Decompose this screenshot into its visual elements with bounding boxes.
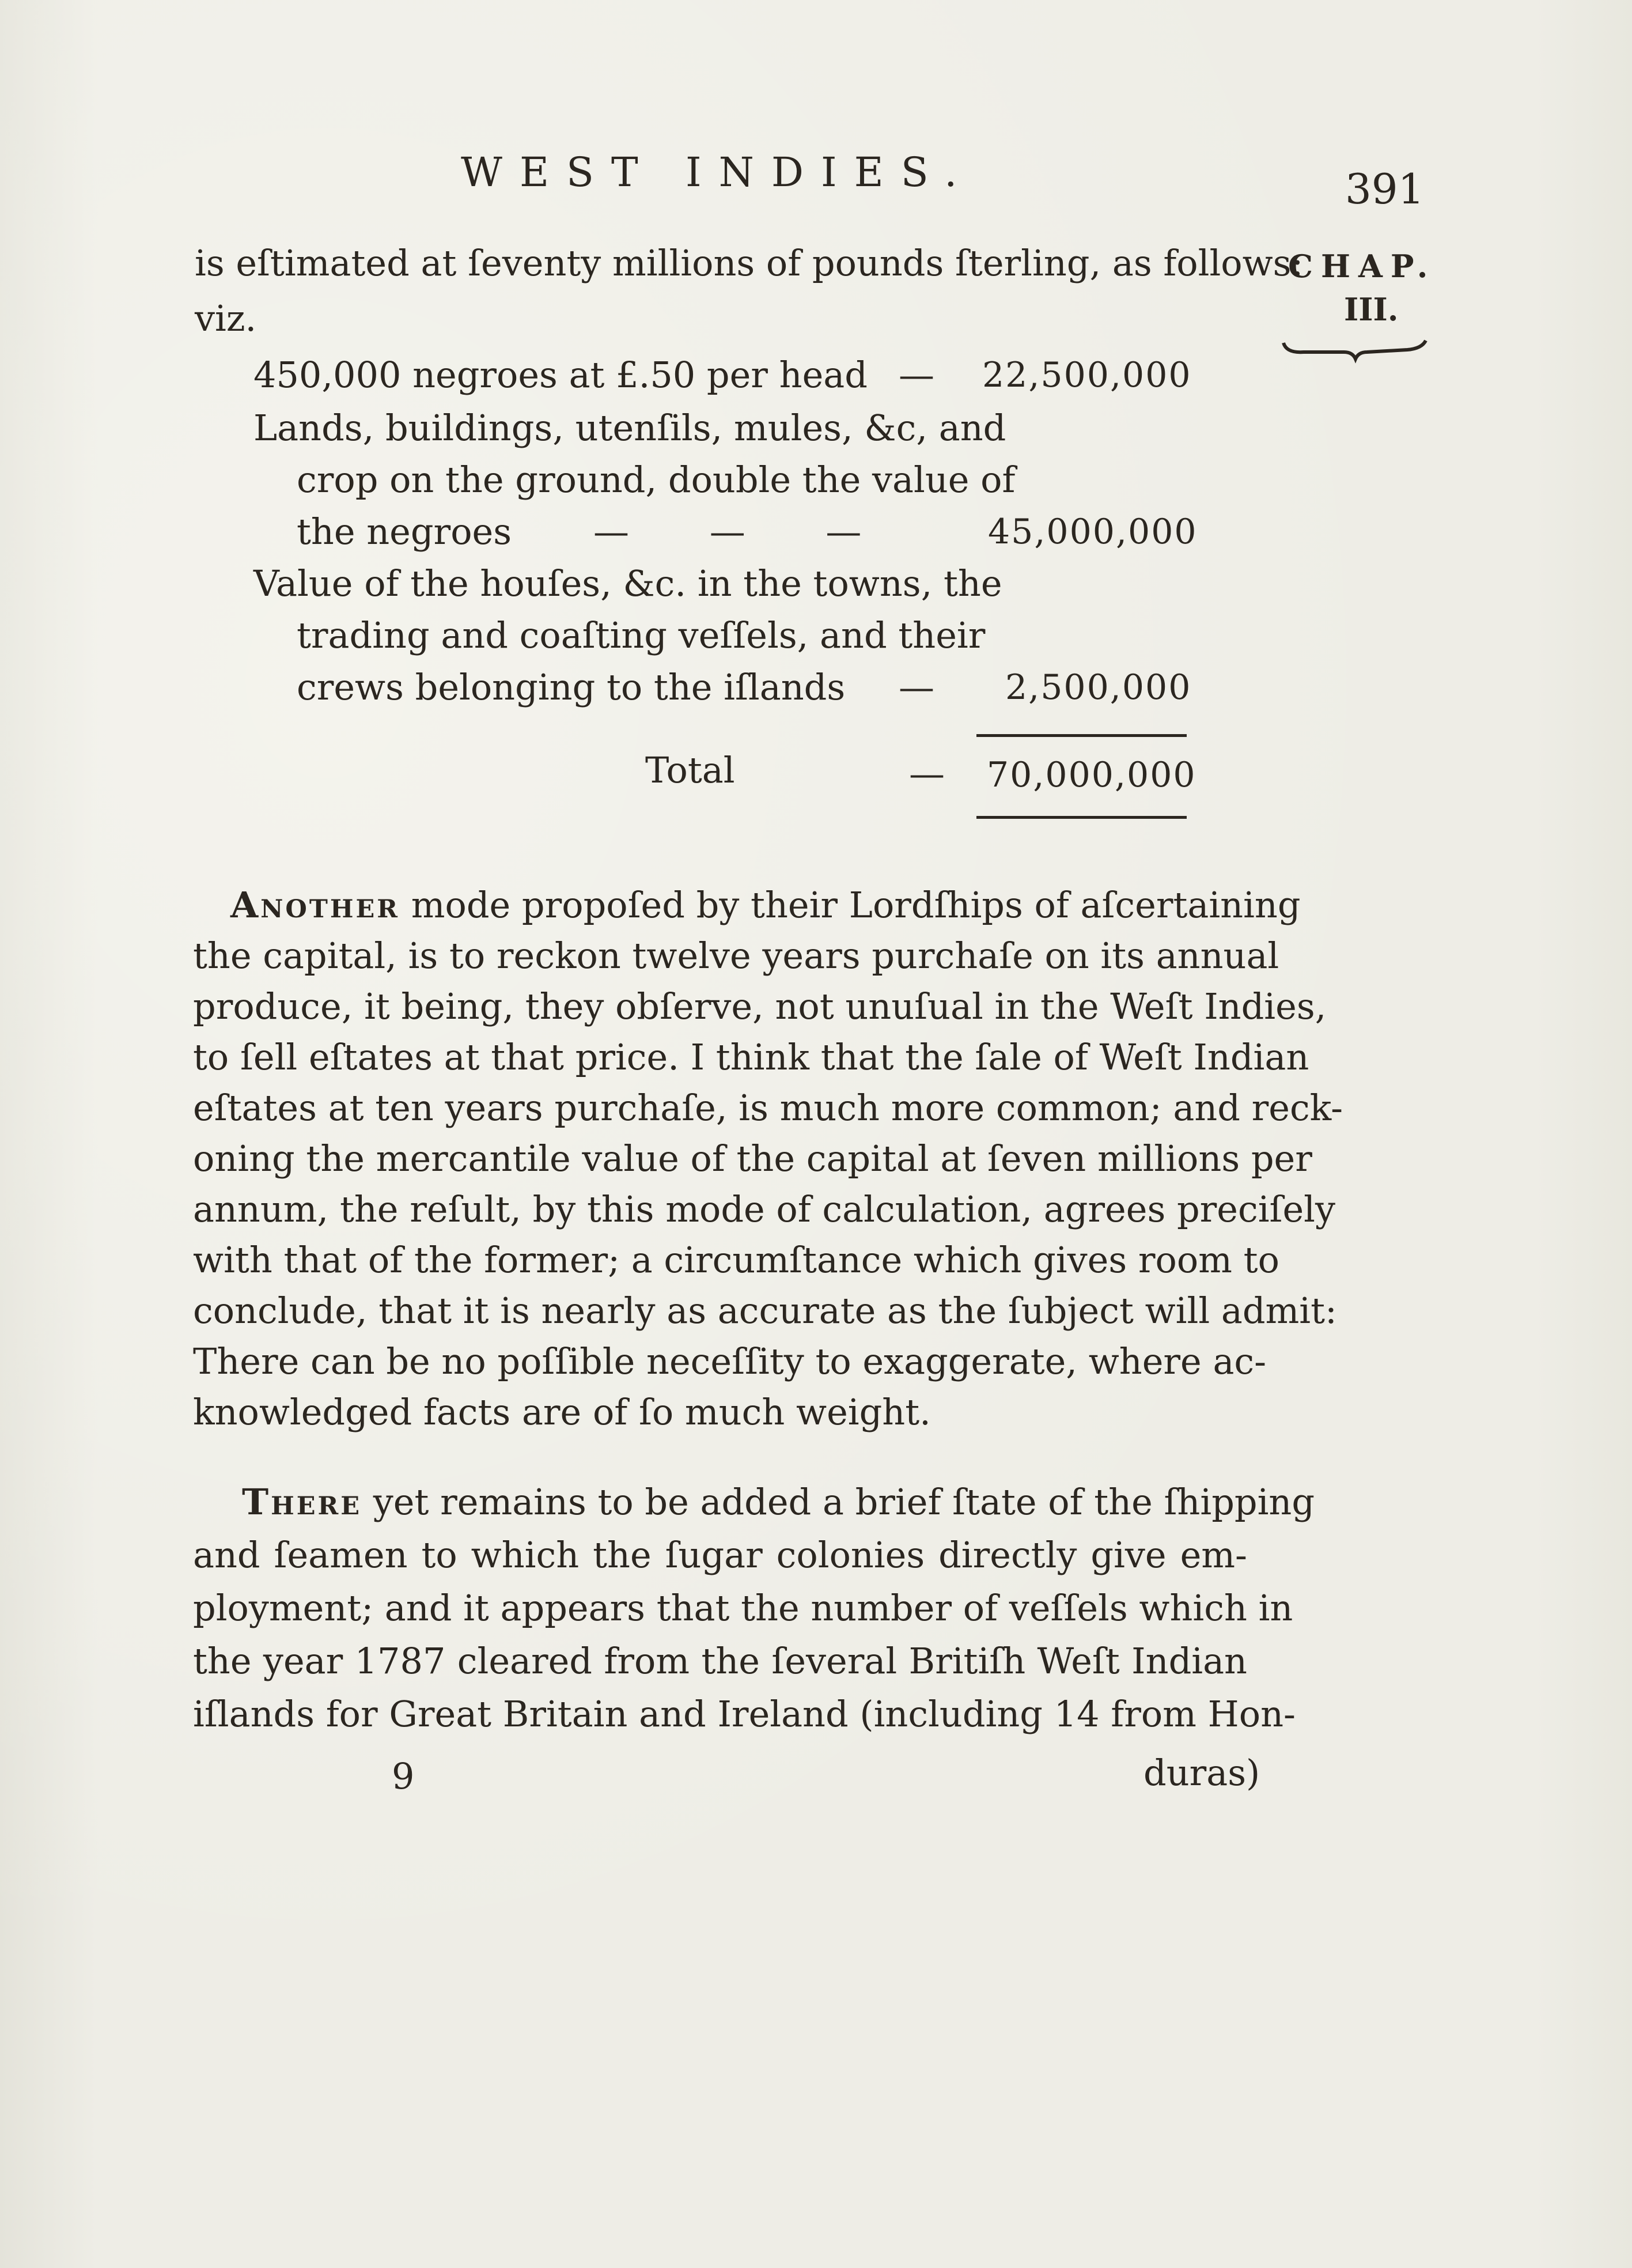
paragraph-2-line-1-text: yet remains to be added a brief ſtate of the ſhipping <box>362 1481 1315 1523</box>
paragraph-1-line-2: the capital, is to reckon twelve years purchaſe on its annual <box>193 935 1279 977</box>
account-row-2-line-1: Lands, buildings, utenſils, mules, &c, and <box>253 407 1006 449</box>
paragraph-2-line-2: and ſeamen to which the ſugar colonies directly give em- <box>193 1534 1247 1576</box>
total-amount: 70,000,000 <box>987 755 1196 795</box>
paragraph-1-line-1 <box>230 884 1301 926</box>
account-row-2-amount: 45,000,000 <box>988 512 1198 552</box>
account-row-3-dash: — <box>899 666 934 708</box>
paragraph-1-line-3: produce, it being, they obſerve, not unuſual in the Weſt Indies, <box>193 985 1327 1027</box>
catchword: duras) <box>1143 1752 1260 1794</box>
paragraph-1-line-9: conclude, that it is nearly as accurate as the ſubject will admit: <box>193 1290 1337 1332</box>
paragraph-2-line-3: ployment; and it appears that the number of veſſels which in <box>193 1587 1293 1629</box>
account-row-3-line-2: trading and coaſting veſſels, and their <box>297 614 986 656</box>
signature-mark: 9 <box>392 1755 415 1797</box>
paragraph-2-line-1 <box>242 1481 1315 1523</box>
margin-chapter-number: III. <box>1344 291 1399 328</box>
margin-chapter-label: CHAP. <box>1288 248 1436 285</box>
account-row-1-amount: 22,500,000 <box>982 355 1192 395</box>
paragraph-1-line-11: knowledged facts are of ſo much weight. <box>193 1391 931 1433</box>
paragraph-2-lead: There <box>242 1481 362 1523</box>
paragraph-1-line-4: to ſell eſtates at that price. I think that the ſale of Weſt Indian <box>193 1036 1309 1078</box>
intro-line-1: is eſtimated at ſeventy millions of pounds ſterling, as follows: <box>195 242 1304 284</box>
total-dash: — <box>909 753 945 795</box>
running-head: WEST INDIES. <box>461 149 975 196</box>
paragraph-1-line-6: oning the mercantile value of the capital at ſeven millions per <box>193 1137 1312 1180</box>
account-row-1-text: 450,000 negroes at £.50 per head <box>253 354 868 396</box>
account-row-2-line-2: crop on the ground, double the value of <box>297 459 1016 501</box>
account-row-1-dash: — <box>899 354 934 396</box>
paragraph-1-line-1-text: mode propoſed by their Lordſhips of aſcertaining <box>400 884 1301 926</box>
intro-line-2: viz. <box>195 297 257 339</box>
total-rule-bottom <box>976 816 1187 819</box>
total-rule-top <box>976 734 1187 737</box>
paragraph-1-line-10: There can be no poſſible neceſſity to exaggerate, where ac- <box>193 1340 1267 1382</box>
paragraph-1-line-8: with that of the former; a circumſtance which gives room to <box>193 1239 1279 1281</box>
margin-brace-ornament <box>1281 337 1430 366</box>
account-row-3-line-3: crews belonging to the iſlands <box>297 666 846 708</box>
paragraph-2-line-5: iſlands for Great Britain and Ireland (including 14 from Hon- <box>193 1693 1296 1735</box>
account-row-2-line-3: the negroes <box>297 511 512 553</box>
account-row-3-amount: 2,500,000 <box>1005 667 1192 708</box>
paragraph-2-line-4: the year 1787 cleared from the ſeveral Britiſh Weſt Indian <box>193 1640 1247 1682</box>
total-label: Total <box>645 749 735 791</box>
paragraph-1-line-5: eſtates at ten years purchaſe, is much more common; and reck- <box>193 1087 1343 1129</box>
page-number: 391 <box>1345 165 1425 213</box>
account-row-3-line-1: Value of the houſes, &c. in the towns, the <box>253 562 1002 604</box>
paragraph-1-lead: Another <box>230 884 400 926</box>
paragraph-1-line-7: annum, the reſult, by this mode of calculation, agrees preciſely <box>193 1188 1336 1230</box>
account-row-2-dash: — — — <box>593 511 896 553</box>
